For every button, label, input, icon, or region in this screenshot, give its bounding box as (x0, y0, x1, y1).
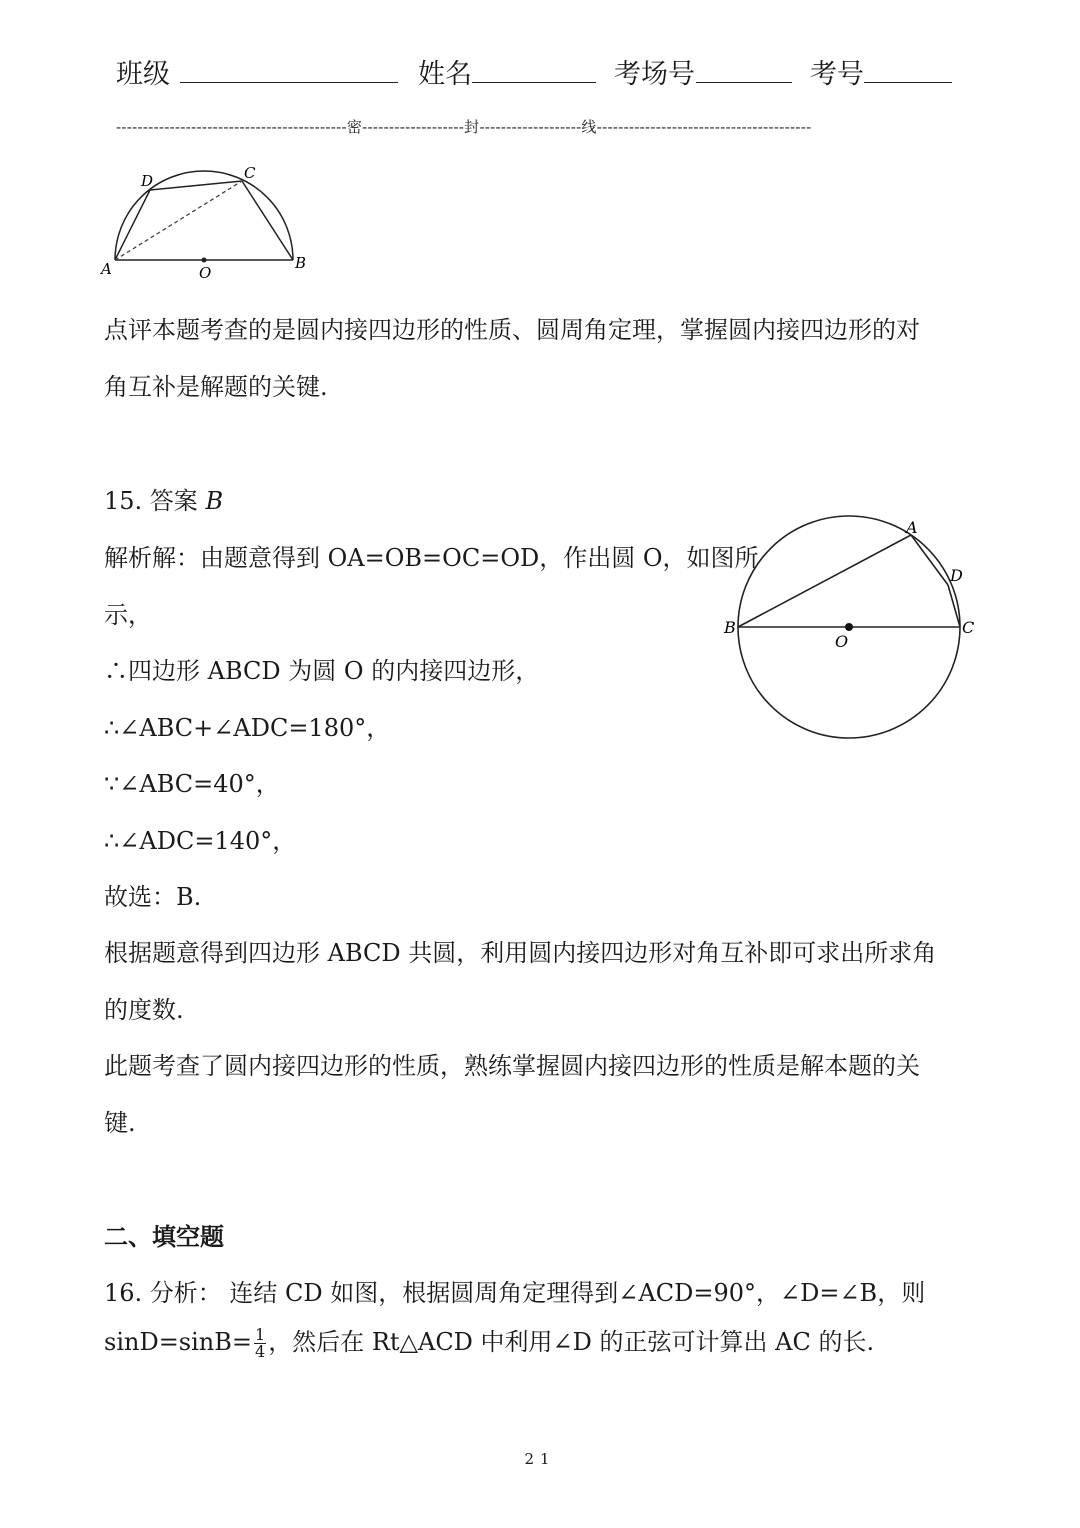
segment-cb (242, 181, 293, 260)
seal-line: -------------------------------------------密-------------------封-------------------线---------------------------------------- (116, 118, 812, 136)
center-o (202, 258, 207, 263)
figure-circle (718, 515, 988, 750)
q16-line2-pre: sinD=sinB= (104, 1328, 252, 1356)
comment-line-2: 角互补是解题的关键. (104, 373, 328, 401)
room-label: 考场号 (614, 59, 695, 90)
q15-line: 示， (104, 601, 152, 629)
label-o: O (835, 632, 849, 651)
label-o: O (199, 264, 212, 282)
q15-line: ∴∠ABC+∠ADC=180°， (104, 714, 391, 742)
q15-answer-letter: B (205, 487, 224, 515)
label-a: A (101, 260, 112, 278)
label-c: C (244, 164, 256, 182)
exam-header (0, 52, 1080, 102)
q15-line: 故选：B. (104, 883, 202, 911)
segment-ad (115, 190, 150, 260)
q15-line: 键. (104, 1109, 136, 1137)
class-label: 班级 (116, 59, 170, 90)
q15-line: 根据题意得到四边形 ABCD 共圆，利用圆内接四边形对角互补即可求出所求角 (104, 939, 937, 967)
q15-line: ∵∠ABC=40°， (104, 770, 280, 798)
center-o (845, 623, 853, 631)
q15-line: 解析解：由题意得到 OA=OB=OC=OD，作出圆 O，如图所 (104, 544, 759, 572)
q15-line: ∴∠ADC=140°， (104, 827, 297, 855)
comment-line-1: 点评本题考查的是圆内接四边形的性质、圆周角定理，掌握圆内接四边形的对 (104, 316, 920, 344)
figure-semicircle (95, 158, 325, 288)
segment-ad (911, 535, 948, 585)
page-number: 21 (524, 1450, 556, 1468)
number-label: 考号 (810, 59, 864, 90)
fraction-denominator: 4 (255, 1342, 266, 1361)
q16-line-2 (104, 1322, 874, 1360)
segment-ba (738, 535, 911, 627)
q15-line: ∴四边形 ABCD 为圆 O 的内接四边形， (104, 657, 540, 685)
q15-line: 此题考查了圆内接四边形的性质，熟练掌握圆内接四边形的性质是解本题的关 (104, 1052, 920, 1080)
label-b: B (295, 254, 307, 272)
q16-line2-post: ，然后在 Rt△ACD 中利用∠D 的正弦可计算出 AC 的长. (268, 1328, 875, 1356)
section-title: 二、填空题 (104, 1223, 224, 1251)
q15-answer-prefix: 15. 答案 (104, 487, 206, 515)
fraction-one-quarter (254, 1327, 266, 1360)
label-b: B (724, 618, 736, 637)
label-d: D (950, 566, 963, 585)
label-c: C (962, 618, 975, 637)
fraction-numerator: 1 (255, 1325, 266, 1344)
name-label: 姓名 (418, 59, 472, 90)
q16-line-1: 16. 分析： 连结 CD 如图，根据圆周角定理得到∠ACD=90°，∠D=∠B，则 (104, 1279, 926, 1307)
q15-line: 的度数. (104, 996, 184, 1024)
label-d: D (141, 172, 154, 190)
segment-dc (150, 181, 242, 190)
label-a: A (906, 518, 918, 537)
q15-answer (104, 481, 223, 516)
